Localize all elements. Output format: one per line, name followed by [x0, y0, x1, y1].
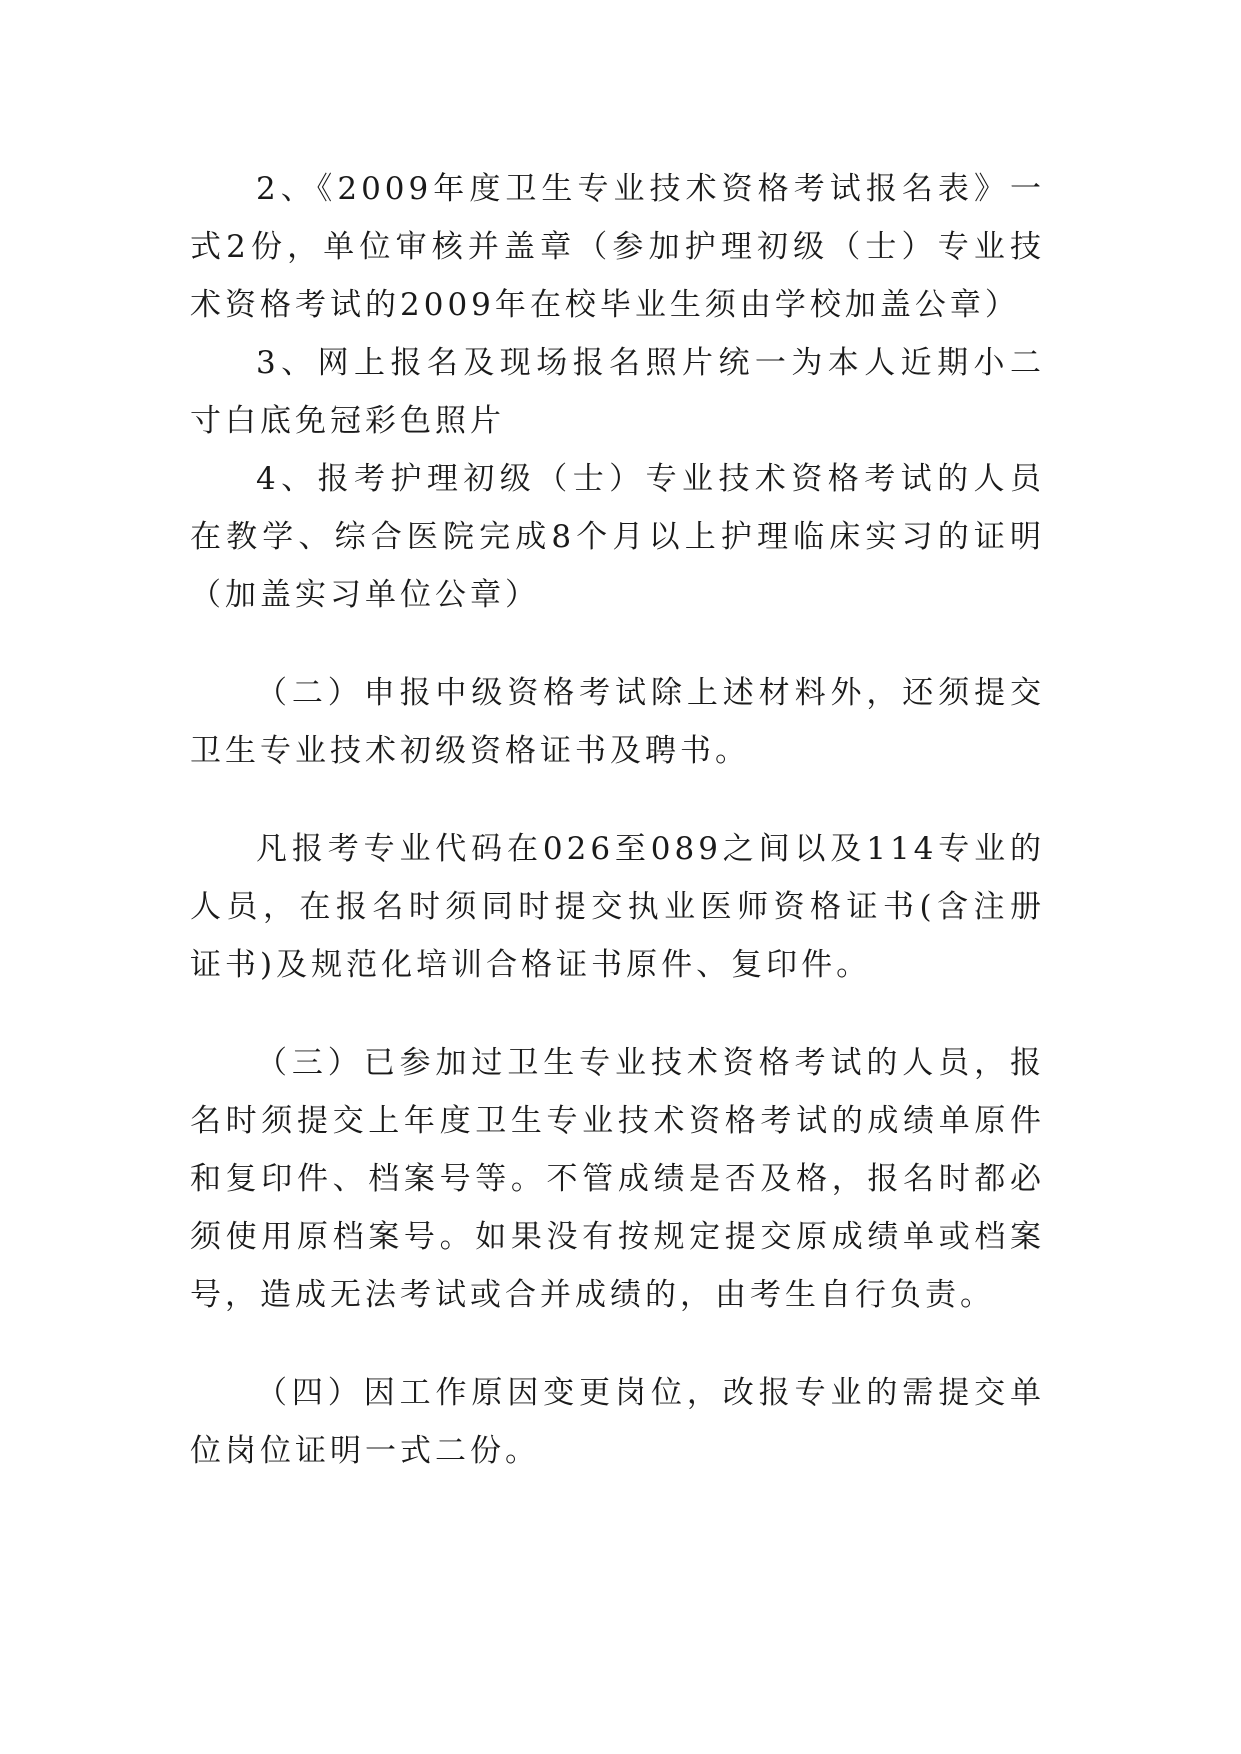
paragraph-section-3: （三）已参加过卫生专业技术资格考试的人员，报名时须提交上年度卫生专业技术资格考试的成绩单原件和复印件、档案号等。不管成绩是否及格，报名时都必须使用原档案号。如果没有按规定提交原成绩单或档案号，造成无法考试或合并成绩的，由考生自行负责。: [190, 1045, 1045, 1313]
paragraph-section-2: （二）申报中级资格考试除上述材料外，还须提交卫生专业技术初级资格证书及聘书。: [190, 675, 1045, 769]
paragraph-specialty-codes: 凡报考专业代码在026至089之间以及114专业的人员，在报名时须同时提交执业医师资格证书(含注册证书)及规范化培训合格证书原件、复印件。: [190, 831, 1045, 983]
paragraph-section-4: （四）因工作原因变更岗位，改报专业的需提交单位岗位证明一式二份。: [190, 1375, 1045, 1469]
paragraph-item-4: 4、报考护理初级（士）专业技术资格考试的人员在教学、综合医院完成8个月以上护理临床实习的证明（加盖实习单位公章）: [190, 461, 1045, 613]
paragraph-item-2: 2、《2009年度卫生专业技术资格考试报名表》一式2份，单位审核并盖章（参加护理初级（士）专业技术资格考试的2009年在校毕业生须由学校加盖公章）: [190, 171, 1045, 323]
paragraph-item-3: 3、网上报名及现场报名照片统一为本人近期小二寸白底免冠彩色照片: [190, 345, 1045, 439]
document-body: [190, 160, 1045, 1480]
